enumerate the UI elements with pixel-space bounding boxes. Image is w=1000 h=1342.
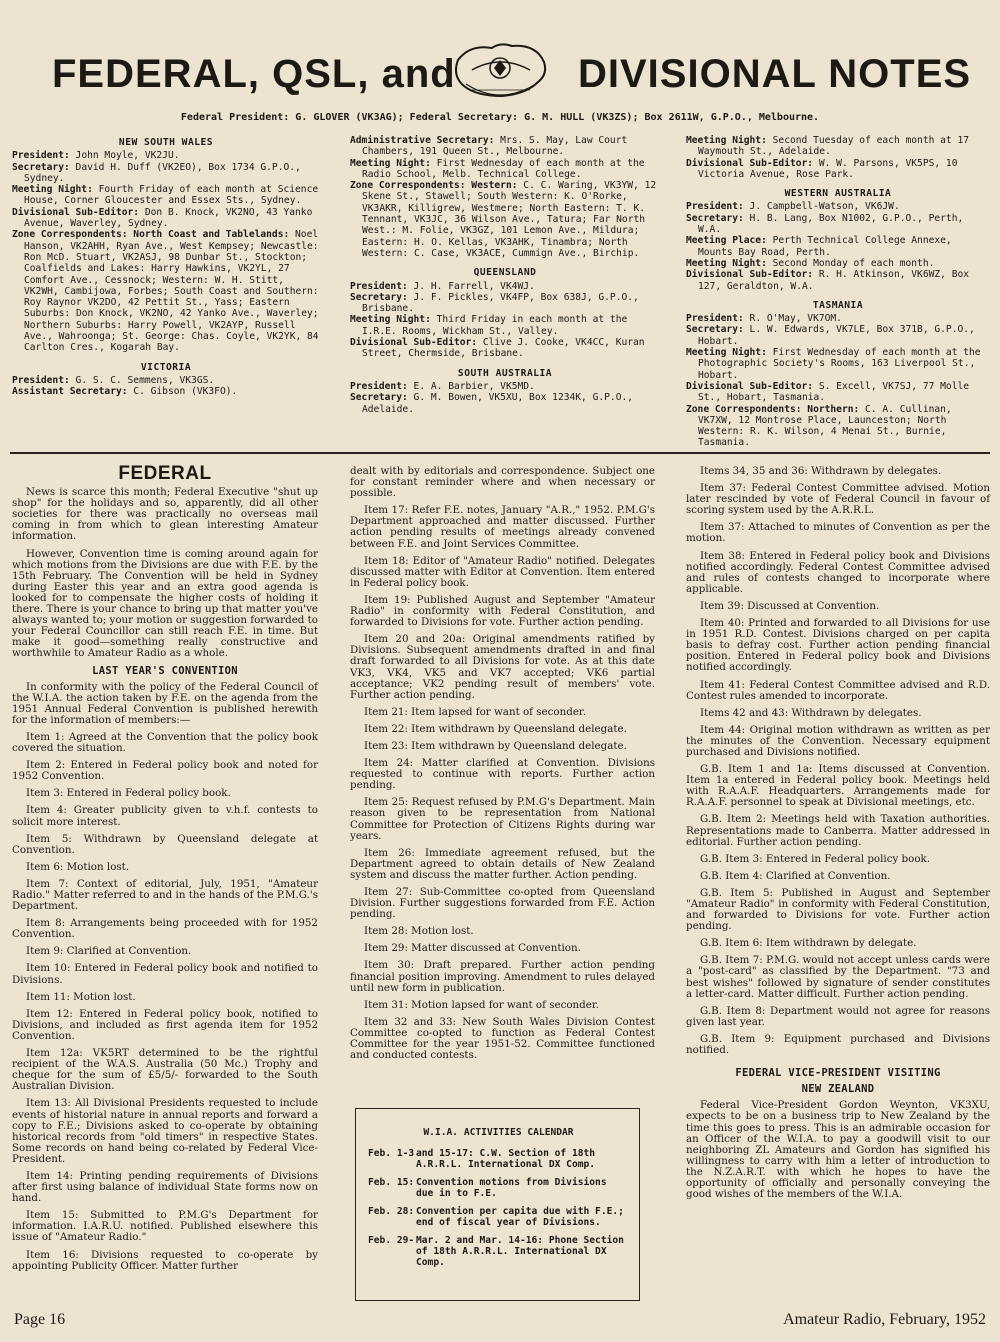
division-heading-queensland: QUEENSLAND — [473, 267, 537, 279]
article-paragraph: Item 2: Entered in Federal policy book and noted for 1952 Convention. — [12, 759, 318, 783]
entry-label: Secretary: — [12, 161, 70, 173]
article-paragraph: Federal Vice-President Gordon Weynton, VK3XU, expects to be on a business trip to New Zealand by the time this goes to press. This is an admirable occasion for an Officer of the W.I.A. to pay a goodwill visit to our neighboring ZL Amateurs and Gordon has signified his willingness to carry with him a letter of introduction to the N.Z.A.R.T. with which he hopes to have the opportunity of officially and personally conveying the good wishes of the members of the W.I.A. — [686, 1099, 990, 1201]
division-entry — [686, 235, 990, 258]
article-paragraph: Item 15: Submitted to P.M.G's Department for information. I.A.R.U. notified. Published elsewhere this issue of "Amateur Radio." — [12, 1209, 318, 1244]
federal-column-2 — [350, 466, 655, 1067]
directory-column-2 — [350, 135, 660, 415]
vp-visit-title: FEDERAL VICE-PRESIDENT VISITING — [735, 1067, 941, 1080]
article-paragraph: G.B. Item 1 and 1a: Items discussed at Convention. Item 1a entered in Federal policy book. Meetings held with R.A.A.F. Headquarters. Arrangements made for R.A.A.F. personnel to speak at Divisional meetings, etc. — [686, 763, 990, 809]
entry-label: Divisional Sub-Editor: — [12, 206, 140, 218]
entry-text: W. W. Parsons, VK5PS, 10 Victoria Avenue, Rose Park. — [698, 157, 958, 180]
article-paragraph: Item 12: Entered in Federal policy book, notified to Divisions, and included as first agenda item for 1952 Convention. — [12, 1007, 318, 1042]
entry-label: President: — [686, 201, 744, 213]
entry-text: J. Campbell-Watson, VK6JW. — [743, 201, 900, 213]
article-paragraph: G.B. Item 5: Published in August and September "Amateur Radio" in conformity with Federal Constitution, and forwarded to Divisions for vote. Further action pending. — [686, 886, 990, 933]
division-heading-nsw: NEW SOUTH WALES — [118, 137, 214, 148]
entry-label: Divisional Sub-Editor: — [350, 337, 478, 349]
entry-text: John Moyle, VK2JU. — [69, 150, 180, 162]
entry-label: Meeting Night: — [350, 157, 431, 169]
entry-label: President: — [12, 150, 70, 162]
article-paragraph: Item 28: Motion lost. — [364, 925, 474, 938]
entry-text: J. H. Farrell, VK4WJ. — [407, 280, 535, 292]
entry-label: Secretary: — [686, 212, 744, 224]
division-entry — [350, 392, 660, 415]
division-entry — [12, 229, 320, 353]
division-entry — [686, 404, 990, 449]
entry-text: G. S. C. Semmens, VK3GS. — [69, 374, 215, 386]
calendar-date: Feb. 15: — [368, 1177, 415, 1188]
entry-label: Assistant Secretary: — [12, 386, 128, 398]
entry-text: Second Monday of each month. — [766, 257, 935, 269]
entry-text: C. Gibson (VK3FO). — [127, 386, 238, 398]
article-paragraph: Items 34, 35 and 36: Withdrawn by delegates. — [700, 465, 942, 477]
entry-label: Meeting Night: — [686, 257, 767, 269]
division-heading-wa: WESTERN AUSTRALIA — [784, 188, 892, 200]
entry-label: Zone Correspondents: Northern: — [686, 403, 860, 415]
article-paragraph: Item 40: Printed and forwarded to all Divisions for use in 1951 R.D. Contest. Divisions charged on per capita basis to defray cost. Further action pending financial position. Entered in Federal policy book and Divisions notified accordingly. — [686, 617, 990, 674]
issue-line: Amateur Radio, February, 1952 — [783, 1311, 986, 1328]
federal-title: FEDERAL — [118, 463, 212, 484]
division-entry — [350, 314, 660, 337]
division-heading-tasmania: TASMANIA — [812, 299, 864, 311]
entry-label: Meeting Night: — [686, 135, 767, 146]
entry-text: S. Excell, VK7SJ, 77 Molle St., Hobart, Tasmania. — [698, 380, 970, 404]
section-divider — [10, 452, 990, 454]
calendar-row — [368, 1148, 629, 1170]
article-paragraph: Item 32 and 33: New South Wales Division Contest Committee co-opted to function as Federal Contest Committee for the year 1951-52. Committee functioned and conducted contests. — [350, 1015, 655, 1062]
article-paragraph: Item 5: Withdrawn by Queensland delegate at Convention. — [12, 832, 318, 856]
article-paragraph: Item 18: Editor of "Amateur Radio" notified. Delegates discussed matter with Editor at Convention. Item entered in Federal policy book. — [350, 554, 655, 589]
article-paragraph: Item 17: Refer F.E. notes, January "A.R.," 1952. P.M.G's Department approached and matter discussed. Further action pending results of meetings already convened between F.E. and Joint Services Committee. — [350, 504, 655, 550]
article-paragraph: Item 14: Printing pending requirements of Divisions after first using balance of individual State forms now on hand. — [12, 1169, 318, 1205]
article-paragraph: G.B. Item 8: Department would not agree for reasons given last year. — [686, 1004, 990, 1028]
article-paragraph: Item 9: Clarified at Convention. — [26, 945, 192, 958]
page-header — [0, 40, 1000, 110]
entry-text: J. F. Pickles, VK4FP, Box 638J, G.P.O., Brisbane. — [362, 291, 639, 315]
entry-label: Secretary: — [686, 324, 744, 336]
article-paragraph: G.B. Item 3: Entered in Federal policy book. — [700, 852, 931, 865]
article-paragraph: Item 16: Divisions requested to co-operate by appointing Publicity Officer. Matter further — [12, 1248, 318, 1272]
entry-label: President: — [686, 313, 744, 325]
article-paragraph: Item 24: Matter clarified at Convention. Divisions requested to continue with reports. Further action pending. — [350, 757, 655, 792]
entry-text: L. W. Edwards, VK7LE, Box 371B, G.P.O., Hobart. — [698, 324, 975, 347]
article-paragraph: Item 4: Greater publicity given to v.h.f. contests to solicit more interest. — [12, 804, 318, 828]
division-heading-victoria: VICTORIA — [140, 361, 192, 373]
article-paragraph: Item 41: Federal Contest Committee advised and R.D. Contest rules amended to incorporate. — [686, 678, 990, 702]
article-paragraph: G.B. Item 2: Meetings held with Taxation authorities. Representations made to Canberra. Matter addressed in editorial. Further action pending. — [686, 813, 990, 848]
article-paragraph: Item 3: Entered in Federal policy book. — [26, 787, 231, 800]
article-paragraph: Item 21: Item lapsed for want of seconder. — [364, 705, 586, 718]
calendar-date: Feb. 1-3 — [368, 1148, 415, 1159]
entry-text: E. A. Barbier, VK5MD. — [407, 380, 535, 392]
article-paragraph: Item 19: Published August and September "Amateur Radio" in conformity with Federal Constitution, and forwarded to Divisions for vote. Further action pending. — [350, 593, 655, 629]
entry-text: Noel Hanson, VK2AHH, Ryan Ave., West Kempsey; Newcastle: Ron McD. Stuart, VK2ASJ, 98 Dunbar St., Stockton; Coalfields and Lakes: Harry Hawkins, VK2YL, 27 Comfort Ave., Cessnock; Western: W. H. Stitt, VK2WH, Cambijowa, Forbes; South Coast and Southern: Roy Raynor VK2DO, 42 Pettit St., Yass; Eastern Suburbs: Don Knock, VK2NO, 42 Yanko Ave., Waverley; Northern Suburbs: Harry Powell, VK2AYP, Russell Ave., Wahroonga; St. George: Chas. Coyle, VK2YK, 84 Carlton Cres., Kogarah Bay. — [24, 229, 319, 354]
article-paragraph: However, Convention time is coming around again for which motions from the Divisions are due with F.E. by the 15th February. The Convention will be held in Sydney during Easter this year and an extra good agenda is looked for to compensate the higher costs of holding it there. There is your chance to bring up that matter you've always wanted to; your motion or suggestion forwarded to your Federal Councillor can still reach F.E. in time. But make it good—something really constructive and worthwhile to Amateur Radio as a whole. — [12, 547, 318, 660]
article-paragraph: Item 7: Context of editorial, July, 1951, "Amateur Radio." Matter referred to and in the hands of the P.M.G.'s Department. — [12, 877, 319, 913]
article-paragraph: In conformity with the policy of the Federal Council of the W.I.A. the action taken by F.E. on the agenda from the 1951 Annual Federal Convention is published herewith for the information of members:— — [12, 680, 318, 726]
article-paragraph: Items 42 and 43: Withdrawn by delegates. — [700, 706, 922, 719]
entry-label: President: — [350, 280, 408, 292]
division-entry — [350, 381, 660, 392]
entry-label: Secretary: — [350, 392, 408, 404]
division-entry — [686, 258, 990, 269]
calendar-date: Feb. 29- — [368, 1235, 415, 1246]
title-right: DIVISIONAL NOTES — [578, 52, 972, 96]
division-entry — [686, 213, 990, 236]
article-paragraph: Item 27: Sub-Committee co-opted from Queensland Division. Further suggestions forwarded from F.E. Action pending. — [350, 886, 655, 921]
entry-label: President: — [350, 380, 408, 392]
article-paragraph: Item 37: Attached to minutes of Convention as per the motion. — [686, 521, 990, 545]
article-paragraph: Item 12a: VK5RT determined to be the rightful recipient of the W.A.S. Australia (50 Mc.) Trophy and cheque for the sum of £5/5/- forwarded to the South Australian Division. — [12, 1047, 318, 1093]
entry-text: Fourth Friday of each month at Science House, Corner Gloucester and Essex Sts., Sydney. — [24, 184, 319, 207]
division-entry — [686, 324, 990, 347]
division-entry — [350, 158, 660, 181]
entry-label: Divisional Sub-Editor: — [686, 269, 814, 281]
entry-text: R. O'May, VK7OM. — [743, 313, 842, 325]
entry-text: R. H. Atkinson, VK6WZ, Box 127, Geraldton, W.A. — [698, 269, 970, 292]
entry-text: G. M. Bowen, VK5XU, Box 1234K, G.P.O., Adelaide. — [362, 392, 634, 415]
calendar-event: Mar. 2 and Mar. 14-16: Phone Section of 18th A.R.R.L. International DX Comp. — [416, 1235, 624, 1268]
article-paragraph: Item 37: Federal Contest Committee advised. Motion later rescinded by vote of Federal Council in favour of scoring system used by the A.R.R.L. — [686, 482, 990, 517]
calendar-event: Convention per capita due with F.E.; end of fiscal year of Divisions. — [416, 1206, 624, 1228]
article-paragraph: Item 13: All Divisional Presidents requested to include events of historial nature in annual reports and forward a copy to F.E.; Divisions asked to co-operate by obtaining historical records from "old timers" in respective States. Some records on hand being co-related by Federal Vice-President. — [12, 1097, 318, 1165]
article-paragraph: Item 6: Motion lost. — [26, 860, 130, 873]
article-paragraph: Item 23: Item withdrawn by Queensland delegate. — [364, 739, 627, 752]
entry-label: Divisional Sub-Editor: — [686, 157, 814, 169]
division-entry — [686, 313, 990, 324]
article-paragraph: Item 31: Motion lapsed for want of seconder. — [364, 998, 599, 1011]
division-heading-sa: SOUTH AUSTRALIA — [457, 367, 553, 379]
division-entry — [686, 158, 990, 181]
entry-text: First Wednesday of each month at the Radio School, Melb. Technical College. — [362, 157, 645, 180]
article-paragraph: dealt with by editorials and correspondence. Subject one for constant reminder where and when necessary or possible. — [350, 465, 655, 500]
calendar-row — [368, 1235, 629, 1268]
article-paragraph: Item 30: Draft prepared. Further action pending financial position improving. Amendment to rules delayed until new form in publication. — [350, 959, 655, 994]
entry-text: First Wednesday of each month at the Photographic Society's Rooms, 163 Liverpool St., Hobart. — [698, 347, 981, 381]
federal-officers-line: Federal President: G. GLOVER (VK3AG); Federal Secretary: G. M. HULL (VK3ZS); Box 2611W, G.P.O., Melbourne. — [180, 112, 820, 123]
entry-text: Second Tuesday of each month at 17 Waymouth St., Adelaide. — [698, 135, 970, 158]
entry-label: Zone Correspondents: North Coast and Tablelands: — [12, 229, 290, 241]
calendar-date: Feb. 28: — [368, 1206, 415, 1217]
division-entry — [12, 162, 320, 185]
division-entry — [686, 135, 990, 158]
article-paragraph: Item 29: Matter discussed at Convention. — [364, 942, 581, 955]
calendar-row — [368, 1177, 629, 1199]
division-entry — [12, 207, 320, 230]
entry-label: Meeting Place: — [686, 235, 767, 247]
entry-label: President: — [12, 374, 70, 386]
title-left: FEDERAL, QSL, and — [52, 52, 456, 96]
calendar-event: and 15-17: C.W. Section of 18th A.R.R.L. International DX Comp. — [416, 1148, 596, 1170]
entry-label: Administrative Secretary: — [350, 135, 495, 146]
article-paragraph: G.B. Item 9: Equipment purchased and Divisions notified. — [686, 1032, 990, 1057]
division-entry — [686, 269, 990, 292]
article-paragraph: Item 1: Agreed at the Convention that the policy book covered the situation. — [12, 730, 318, 755]
entry-text: Perth Technical College Annexe, Mounts Bay Road, Perth. — [698, 235, 952, 258]
entry-label: Meeting Night: — [12, 184, 93, 196]
calendar-row — [368, 1206, 629, 1228]
division-entry — [12, 184, 320, 207]
article-paragraph: Item 44: Original motion withdrawn as written as per the minutes of the Convention. Necessary equipment purchased and Divisions notified. — [686, 723, 990, 758]
division-entry — [686, 201, 990, 212]
article-paragraph: Item 25: Request refused by P.M.G's Department. Main reason given to be representation from National Committee for Protection of Citizens Rights during war years. — [350, 796, 655, 842]
division-entry — [686, 381, 990, 404]
article-paragraph: G.B. Item 4: Clarified at Convention. — [700, 869, 891, 882]
division-entry — [350, 135, 660, 158]
entry-label: Secretary: — [350, 291, 408, 303]
vp-visit-subtitle: NEW ZEALAND — [801, 1083, 875, 1096]
division-entry — [12, 386, 320, 397]
division-entry — [12, 375, 320, 386]
directory-column-3 — [686, 135, 990, 449]
directory-column-1 — [12, 135, 320, 398]
convention-subtitle: LAST YEAR'S CONVENTION — [92, 664, 238, 677]
entry-label: Meeting Night: — [686, 347, 767, 359]
article-paragraph: Item 26: Immediate agreement refused, but the Department agreed to obtain details of New Zealand system and discuss the matter further. Action pending. — [350, 846, 655, 881]
article-paragraph: G.B. Item 7: P.M.G. would not accept unless cards were a "post-card" as classified by the Department. "73 and best wishes" followed by signature of sender constitutes a letter-card. Matter difficult. Further action pending. — [686, 954, 990, 1000]
entry-label: Zone Correspondents: Western: — [350, 180, 518, 192]
entry-text: Mrs. S. May, Law Court Chambers, 191 Queen St., Melbourne. — [362, 135, 628, 158]
division-entry — [350, 281, 660, 292]
division-entry — [686, 347, 990, 381]
entry-text: Don B. Knock, VK2NO, 43 Yanko Avenue, Waverley, Sydney. — [24, 206, 313, 230]
entry-text: Clive J. Cooke, VK4CC, Kuran Street, Chermside, Brisbane. — [362, 337, 645, 360]
division-entry — [12, 150, 320, 161]
entry-text: David H. Duff (VK2EO), Box 1734 G.P.O., Sydney. — [24, 161, 301, 184]
division-entry — [350, 180, 660, 259]
article-paragraph: Item 11: Motion lost. — [26, 990, 136, 1003]
article-paragraph: G.B. Item 6: Item withdrawn by delegate. — [700, 937, 917, 950]
entry-text: C. C. Waring, VK3YW, 12 Skene St., Stawell; South Western: K. O'Rorke, VK3AKR, Killigrew, Westmere; North Eastern: T. K. Tennant, VK3JC, 36 Wilson Ave., Tatura; Far North West.: M. Folie, VK3GZ, 101 Lemon Ave., Mildura; Eastern: H. O. Kellas, VK3AHK, Tinambra; North Western: C. Case, VK3ACE, Cummign Ave., Birchip. — [362, 180, 657, 259]
federal-column-1 — [12, 463, 319, 1278]
calendar-title: W.I.A. ACTIVITIES CALENDAR — [423, 1127, 574, 1138]
entry-label: Meeting Night: — [350, 314, 431, 326]
wia-emblem-icon — [440, 40, 560, 110]
page-number: Page 16 — [14, 1311, 66, 1328]
division-entry — [350, 292, 660, 315]
entry-text: Third Friday in each month at the I.R.E. Rooms, Wickham St., Valley. — [362, 314, 628, 337]
division-entry — [350, 337, 660, 360]
federal-column-3 — [686, 466, 990, 1206]
entry-label: Divisional Sub-Editor: — [686, 380, 814, 392]
article-paragraph: Item 38: Entered in Federal policy book and Divisions notified accordingly. Federal Contest Committee advised and rules of contests changed to incorporate where applicable. — [686, 549, 990, 595]
entry-text: H. B. Lang, Box N1002, G.P.O., Perth, W.A. — [698, 212, 964, 236]
article-paragraph: Item 22: Item withdrawn by Queensland delegate. — [364, 722, 627, 735]
article-paragraph: Item 20 and 20a: Original amendments ratified by Divisions. Subsequent amendments drafted in and final draft forwarded to all Divisions for vote. As at this date VK3, VK4, VK5 and VK7 accepted; VK6 partial acceptance; VK2 pending result of members' vote. Further action pending. — [350, 633, 655, 701]
article-paragraph: Item 8: Arrangements being proceeded with for 1952 Convention. — [12, 917, 318, 941]
activities-calendar — [355, 1108, 640, 1301]
article-paragraph: Item 39: Discussed at Convention. — [700, 599, 880, 612]
entry-text: C. A. Cullinan, VK7XW, 12 Montrose Place, Launceston; North Western: R. K. Wilson, 4 Menai St., Burnie, Tasmania. — [698, 403, 952, 449]
article-paragraph: Item 10: Entered in Federal policy book and notified to Divisions. — [12, 962, 318, 986]
calendar-event: Convention motions from Divisions due in to F.E. — [416, 1177, 607, 1199]
article-paragraph: News is scarce this month; Federal Executive "shut up shop" for the holidays and so, apparently, did all other societies for there was practically no overseas mail coming in from which to glean interesting Amateur information. — [12, 486, 318, 543]
